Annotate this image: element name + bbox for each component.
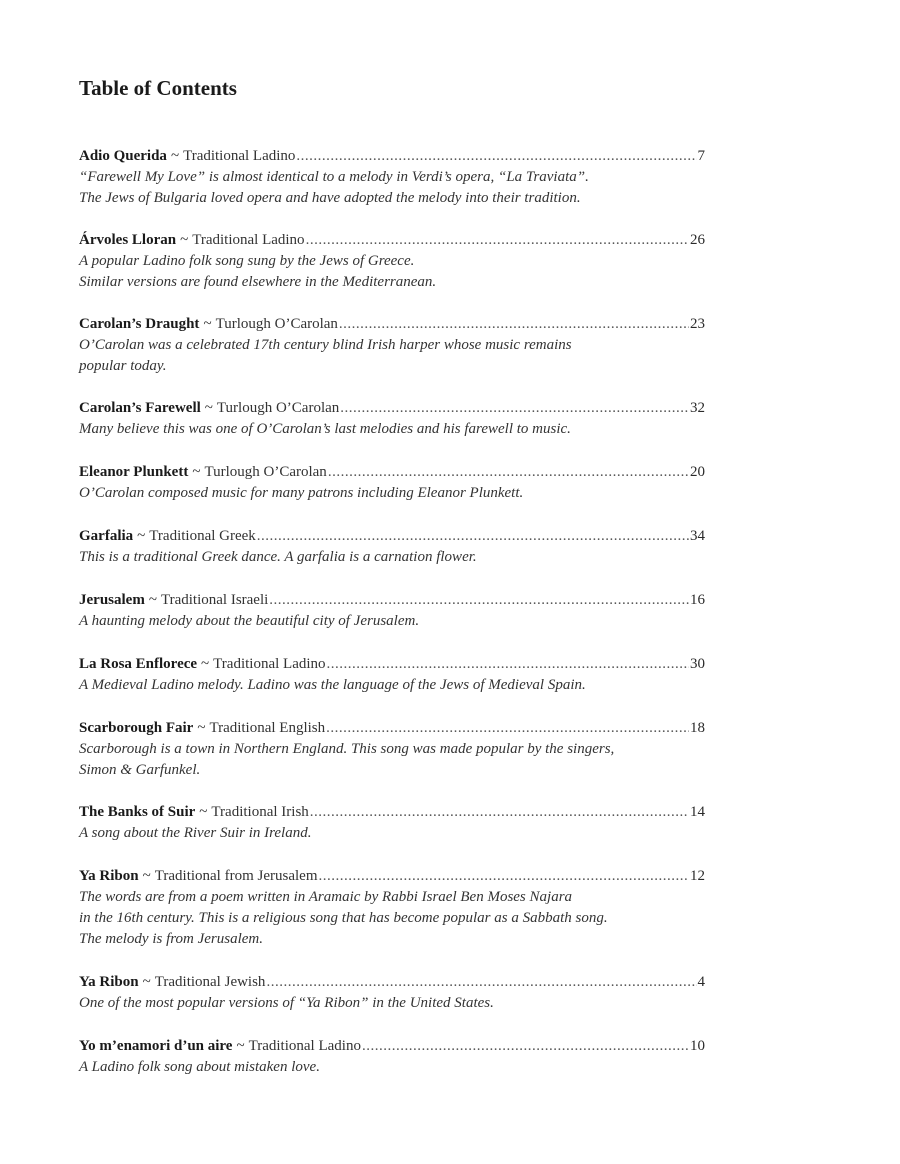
toc-separator: ~ <box>170 148 180 164</box>
toc-entry-description <box>79 739 705 781</box>
description-line: “Farewell My Love” is almost identical to a melody in Verdi’s opera, “La Traviata”. <box>79 169 589 185</box>
dot-leader <box>340 398 689 419</box>
toc-page-number: 32 <box>690 400 705 416</box>
toc-page-number: 23 <box>690 316 705 332</box>
dot-leader <box>339 314 689 335</box>
toc-entry[interactable] <box>79 146 705 209</box>
toc-separator: ~ <box>197 720 206 736</box>
toc-entry-composer: Traditional Ladino <box>213 656 326 672</box>
dot-leader <box>328 462 689 483</box>
dot-leader <box>310 802 689 823</box>
toc-page-number: 26 <box>690 232 705 248</box>
description-line: A Ladino folk song about mistaken love. <box>79 1059 320 1075</box>
toc-entry-title: Jerusalem <box>79 592 145 608</box>
toc-entry[interactable] <box>79 718 705 781</box>
toc-entry-description <box>79 1057 705 1078</box>
dot-leader <box>257 526 689 547</box>
toc-entry-composer: Traditional Israeli <box>160 592 269 608</box>
description-line: The Jews of Bulgaria loved opera and have adopted the melody into their tradition. <box>79 190 581 206</box>
toc-entry-description <box>79 251 705 293</box>
toc-entry-heading[interactable] <box>79 1036 705 1057</box>
toc-entry-heading[interactable] <box>79 146 705 167</box>
toc-entry-composer: Traditional Ladino <box>192 232 305 248</box>
toc-entry-description <box>79 167 705 209</box>
toc-separator: ~ <box>148 592 157 608</box>
dot-leader <box>319 866 690 887</box>
toc-entry-composer: Traditional from Jerusalem <box>154 868 318 884</box>
toc-entry[interactable] <box>79 590 705 632</box>
toc-entry[interactable] <box>79 972 705 1014</box>
toc-page-number: 20 <box>690 464 705 480</box>
toc-entry[interactable] <box>79 398 705 440</box>
toc-entry-heading[interactable] <box>79 230 705 251</box>
dot-leader <box>269 590 689 611</box>
toc-page-number: 12 <box>690 868 705 884</box>
toc-entry-composer: Turlough O’Carolan <box>216 400 340 416</box>
toc-entry-title: Yo m’enamori d’un aire <box>79 1038 233 1054</box>
description-line: The words are from a poem written in Aramaic by Rabbi Israel Ben Moses Najara <box>79 889 573 905</box>
toc-entry-heading[interactable] <box>79 654 705 675</box>
toc-entry-composer: Traditional Greek <box>149 528 256 544</box>
toc-page-number: 16 <box>690 592 705 608</box>
toc-entry-title: Ya Ribon <box>79 974 139 990</box>
toc-entry-description <box>79 823 705 844</box>
toc-separator: ~ <box>204 400 213 416</box>
toc-separator: ~ <box>142 868 151 884</box>
toc-entry-description <box>79 993 705 1014</box>
description-line: The melody is from Jerusalem. <box>79 931 263 947</box>
toc-entry-title: Carolan’s Draught <box>79 316 200 332</box>
toc-entry-heading[interactable] <box>79 314 705 335</box>
toc-entry-composer: Traditional Ladino <box>248 1038 361 1054</box>
description-line: popular today. <box>79 358 167 374</box>
dot-leader <box>296 146 696 167</box>
description-line: A haunting melody about the beautiful city of Jerusalem. <box>79 613 420 629</box>
toc-separator: ~ <box>180 232 189 248</box>
toc-entry[interactable] <box>79 866 705 950</box>
toc-entry-title: Scarborough Fair <box>79 720 194 736</box>
toc-entry-heading[interactable] <box>79 590 705 611</box>
toc-page-number: 14 <box>690 804 705 820</box>
toc-entry[interactable] <box>79 230 705 293</box>
toc-page-number: 10 <box>690 1038 705 1054</box>
toc-separator: ~ <box>192 464 201 480</box>
toc-entry-title: La Rosa Enflorece <box>79 656 198 672</box>
dot-leader <box>326 718 689 739</box>
toc-separator: ~ <box>236 1038 245 1054</box>
toc-entry-title: Garfalia <box>79 528 134 544</box>
toc-entry-title: Ya Ribon <box>79 868 139 884</box>
table-of-contents <box>79 146 705 1100</box>
description-line: O’Carolan was a celebrated 17th century blind Irish harper whose music remains <box>79 337 572 353</box>
toc-entry-title: The Banks of Suir <box>79 804 196 820</box>
description-line: Scarborough is a town in Northern England. This song was made popular by the singers, <box>79 741 615 757</box>
dot-leader <box>327 654 689 675</box>
description-line: A popular Ladino folk song sung by the Jews of Greece. <box>79 253 415 269</box>
toc-entry[interactable] <box>79 462 705 504</box>
toc-entry-description <box>79 887 705 950</box>
toc-entry[interactable] <box>79 802 705 844</box>
toc-entry[interactable] <box>79 314 705 377</box>
toc-entry-heading[interactable] <box>79 718 705 739</box>
toc-entry-title: Carolan’s Farewell <box>79 400 201 416</box>
description-line: Many believe this was one of O’Carolan’s last melodies and his farewell to music. <box>79 421 571 437</box>
toc-separator: ~ <box>203 316 212 332</box>
toc-entry-heading[interactable] <box>79 802 705 823</box>
toc-entry-description <box>79 547 705 568</box>
toc-entry-composer: Traditional Irish <box>211 804 309 820</box>
toc-separator: ~ <box>142 974 151 990</box>
toc-separator: ~ <box>137 528 146 544</box>
toc-entry[interactable] <box>79 654 705 696</box>
description-line: This is a traditional Greek dance. A garfalia is a carnation flower. <box>79 549 477 565</box>
toc-entry-description <box>79 483 705 504</box>
toc-entry-composer: Turlough O’Carolan <box>204 464 327 480</box>
toc-entry[interactable] <box>79 526 705 568</box>
toc-entry-title: Adio Querida <box>79 148 167 164</box>
description-line: Simon & Garfunkel. <box>79 762 201 778</box>
description-line: A Medieval Ladino melody. Ladino was the language of the Jews of Medieval Spain. <box>79 677 586 693</box>
dot-leader <box>362 1036 689 1057</box>
toc-page-number: 7 <box>697 148 705 164</box>
toc-entry[interactable] <box>79 1036 705 1078</box>
toc-separator: ~ <box>199 804 208 820</box>
toc-page-number: 4 <box>697 974 705 990</box>
description-line: Similar versions are found elsewhere in the Mediterranean. <box>79 274 437 290</box>
description-line: One of the most popular versions of “Ya Ribon” in the United States. <box>79 995 494 1011</box>
toc-entry-description <box>79 335 705 377</box>
toc-entry-heading[interactable] <box>79 866 705 887</box>
description-line: in the 16th century. This is a religious song that has become popular as a Sabbath song. <box>79 910 608 926</box>
toc-entry-title: Árvoles Lloran <box>79 232 177 248</box>
description-line: O’Carolan composed music for many patrons including Eleanor Plunkett. <box>79 485 524 501</box>
toc-entry-description <box>79 675 705 696</box>
toc-entry-heading[interactable] <box>79 462 705 483</box>
toc-page-number: 30 <box>690 656 705 672</box>
toc-entry-description <box>79 419 705 440</box>
toc-separator: ~ <box>201 656 210 672</box>
page-title: Table of Contents <box>79 76 237 100</box>
toc-entry-composer: Traditional English <box>209 720 326 736</box>
toc-page-number: 18 <box>690 720 705 736</box>
toc-entry-composer: Turlough O’Carolan <box>215 316 338 332</box>
toc-entry-heading[interactable] <box>79 398 705 419</box>
description-line: A song about the River Suir in Ireland. <box>79 825 312 841</box>
toc-entry-heading[interactable] <box>79 972 705 993</box>
dot-leader <box>306 230 689 251</box>
toc-entry-heading[interactable] <box>79 526 705 547</box>
toc-entry-composer: Traditional Jewish <box>154 974 266 990</box>
toc-entry-title: Eleanor Plunkett <box>79 464 189 480</box>
toc-entry-composer: Traditional Ladino <box>183 148 296 164</box>
toc-page-number: 34 <box>690 528 705 544</box>
toc-entry-description <box>79 611 705 632</box>
dot-leader <box>266 972 696 993</box>
